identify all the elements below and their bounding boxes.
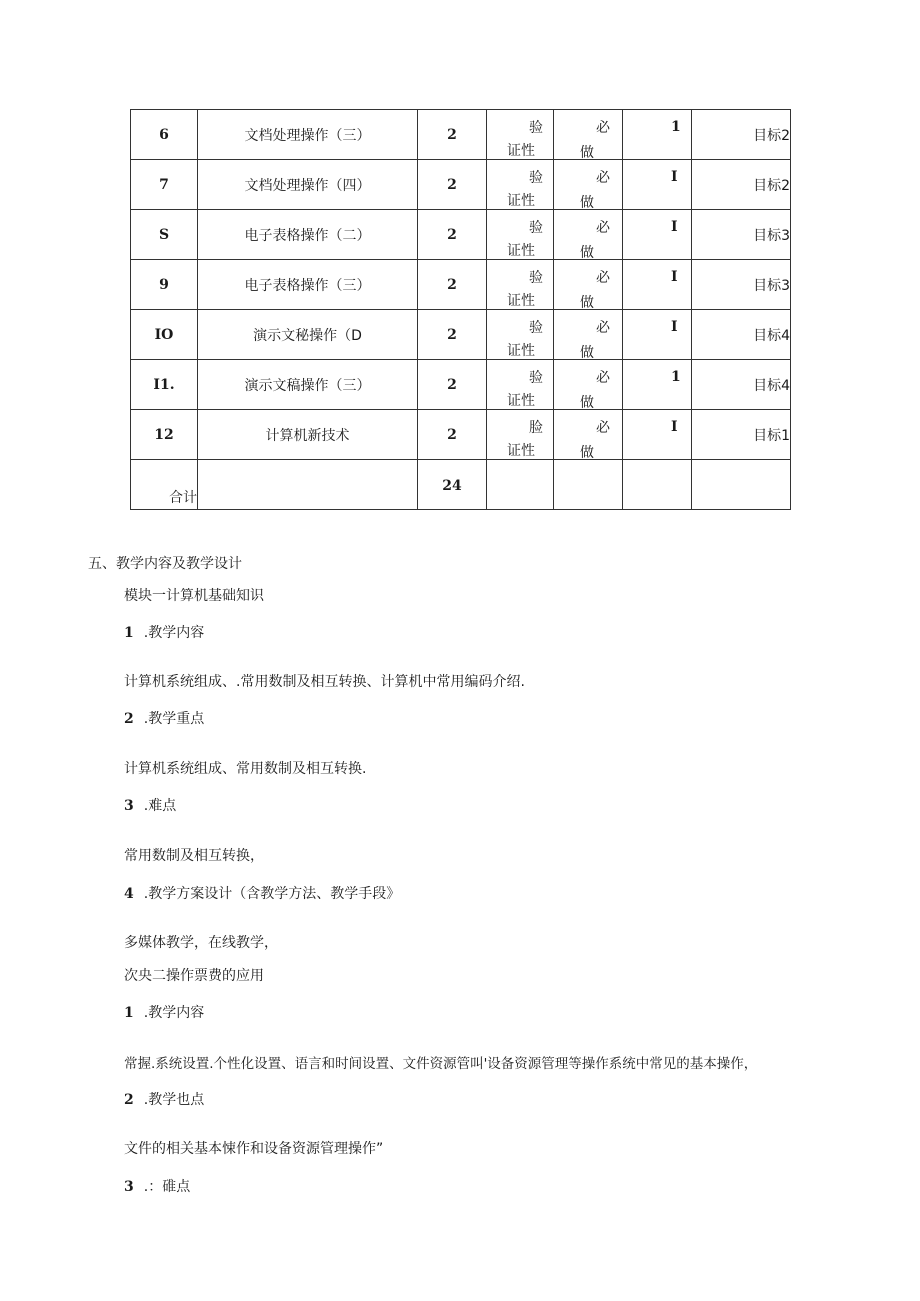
req-line2: 做 [580,345,594,361]
course-goal: 目标1 [692,410,791,460]
experiment-name: 文档处理操作（四） [198,160,418,210]
table-row [131,210,791,260]
item-label: .：碓点 [143,1179,191,1195]
module1-item3-heading [124,795,176,815]
type-line1: 验 [529,370,543,386]
module1-item4-text: 多媒体教学，在线教学， [124,935,278,951]
experiment-type [487,310,554,360]
item-label: .教学也点 [143,1092,205,1108]
experiment-type [487,260,554,310]
module2-item2-heading [124,1089,204,1109]
table-row [131,160,791,210]
item-number: 1 [124,625,134,641]
experiment-hours: 2 [418,260,487,310]
experiment-name: 电子表格操作（三） [198,260,418,310]
req-line1: 必 [596,370,610,386]
experiment-requirement [554,360,623,410]
course-goal: 目标4 [692,360,791,410]
type-line2: 证性 [507,343,535,359]
req-line2: 做 [580,445,594,461]
item-number: 2 [124,711,134,727]
total-hours: 24 [442,478,462,494]
item-number: 1 [124,1005,134,1021]
module1-title: 模块一计算机基础知识 [124,588,264,604]
type-line1: 验 [529,220,543,236]
req-line2: 做 [580,195,594,211]
module1-item2-heading [124,708,204,728]
type-line2: 证性 [507,393,535,409]
type-line2: 证性 [507,293,535,309]
module2-item1-text: 常握.系统设置.个性化设置、语言和时间设置、文件资源管叫'设备资源管理等操作系统中常见的基本操作， [124,1056,758,1072]
experiment-type [487,210,554,260]
experiment-requirement [554,410,623,460]
module2-title: 次央二操作票费的应用 [124,968,264,984]
req-line1: 必 [596,220,610,236]
req-line2: 做 [580,245,594,261]
group-size [623,310,692,360]
group-size-value: I [671,169,678,185]
module1-item4-heading [124,883,400,903]
experiment-hours: 2 [418,410,487,460]
experiment-table [130,109,791,510]
course-goal: 目标2 [692,110,791,160]
total-label: 合计 [169,490,197,506]
req-line1: 必 [596,120,610,136]
type-line1: 验 [529,170,543,186]
item-label: .教学内容 [143,1005,205,1021]
experiment-hours: 2 [418,310,487,360]
experiment-type [487,360,554,410]
type-line2: 证性 [507,243,535,259]
experiment-hours: 2 [418,160,487,210]
item-label: .教学重点 [143,711,205,727]
section-heading: 五、教学内容及教学设计 [88,556,242,572]
total-hours-cell [418,460,487,510]
course-goal: 目标3 [692,260,791,310]
course-goal: 目标2 [692,160,791,210]
total-empty-cell [487,460,554,510]
module2-item1-heading [124,1002,204,1022]
type-line1: 验 [529,270,543,286]
row-number: IO [131,310,198,360]
experiment-hours: 2 [418,110,487,160]
req-line2: 做 [580,145,594,161]
item-number: 4 [124,886,134,902]
type-line1: 验 [529,120,543,136]
group-size [623,210,692,260]
type-line1: 脸 [529,420,543,436]
module1-item1-text: 计算机系统组成、.常用数制及相互转换、计算机中常用编码介绍. [124,674,525,690]
module1-item3-text: 常用数制及相互转换， [124,848,264,864]
course-goal: 目标3 [692,210,791,260]
total-empty-cell [692,460,791,510]
experiment-type [487,160,554,210]
group-size [623,410,692,460]
experiment-requirement [554,310,623,360]
group-size [623,360,692,410]
group-size-value: I [671,219,678,235]
item-number: 2 [124,1092,134,1108]
table-row [131,360,791,410]
req-line2: 做 [580,295,594,311]
module2-item2-text: 文件的相关基本悚作和设备资源管理操作” [124,1141,384,1157]
course-goal: 目标4 [692,310,791,360]
row-number: 7 [131,160,198,210]
group-size [623,160,692,210]
req-line1: 必 [596,420,610,436]
item-number: 3 [124,798,134,814]
item-label: .教学内容 [143,625,205,641]
experiment-hours: 2 [418,210,487,260]
experiment-name: 电子表格操作（二） [198,210,418,260]
type-line2: 证性 [507,143,535,159]
experiment-type [487,410,554,460]
row-number: I1. [131,360,198,410]
req-line1: 必 [596,270,610,286]
module1-item2-text: 计算机系统组成、常用数制及相互转换. [124,761,367,777]
experiment-name: 演示文稿操作（三） [198,360,418,410]
experiment-requirement [554,110,623,160]
experiment-requirement [554,160,623,210]
table-row [131,410,791,460]
total-empty-cell [623,460,692,510]
group-size-value: 1 [671,119,681,135]
group-size-value: 1 [671,369,681,385]
total-label-cell [131,460,198,510]
experiment-name: 演示文秘操作（D [198,310,418,360]
row-number: 6 [131,110,198,160]
item-label: .难点 [143,798,177,814]
item-label: .教学方案设计（含教学方法、教学手段》 [143,886,401,902]
total-empty-cell [554,460,623,510]
experiment-type [487,110,554,160]
req-line1: 必 [596,170,610,186]
experiment-name: 计算机新技术 [198,410,418,460]
table-row [131,310,791,360]
type-line1: 验 [529,320,543,336]
module2-item3-heading [124,1176,190,1196]
group-size [623,110,692,160]
experiment-requirement [554,260,623,310]
req-line2: 做 [580,395,594,411]
group-size [623,260,692,310]
group-size-value: I [671,419,678,435]
table-row [131,260,791,310]
row-number: 9 [131,260,198,310]
table-row [131,110,791,160]
experiment-requirement [554,210,623,260]
group-size-value: I [671,269,678,285]
type-line2: 证性 [507,443,535,459]
total-empty-cell [198,460,418,510]
row-number: 12 [131,410,198,460]
experiment-name: 文档处理操作（三） [198,110,418,160]
req-line1: 必 [596,320,610,336]
item-number: 3 [124,1179,134,1195]
type-line2: 证性 [507,193,535,209]
total-row [131,460,791,510]
module1-item1-heading [124,622,204,642]
experiment-hours: 2 [418,360,487,410]
group-size-value: I [671,319,678,335]
row-number: S [131,210,198,260]
